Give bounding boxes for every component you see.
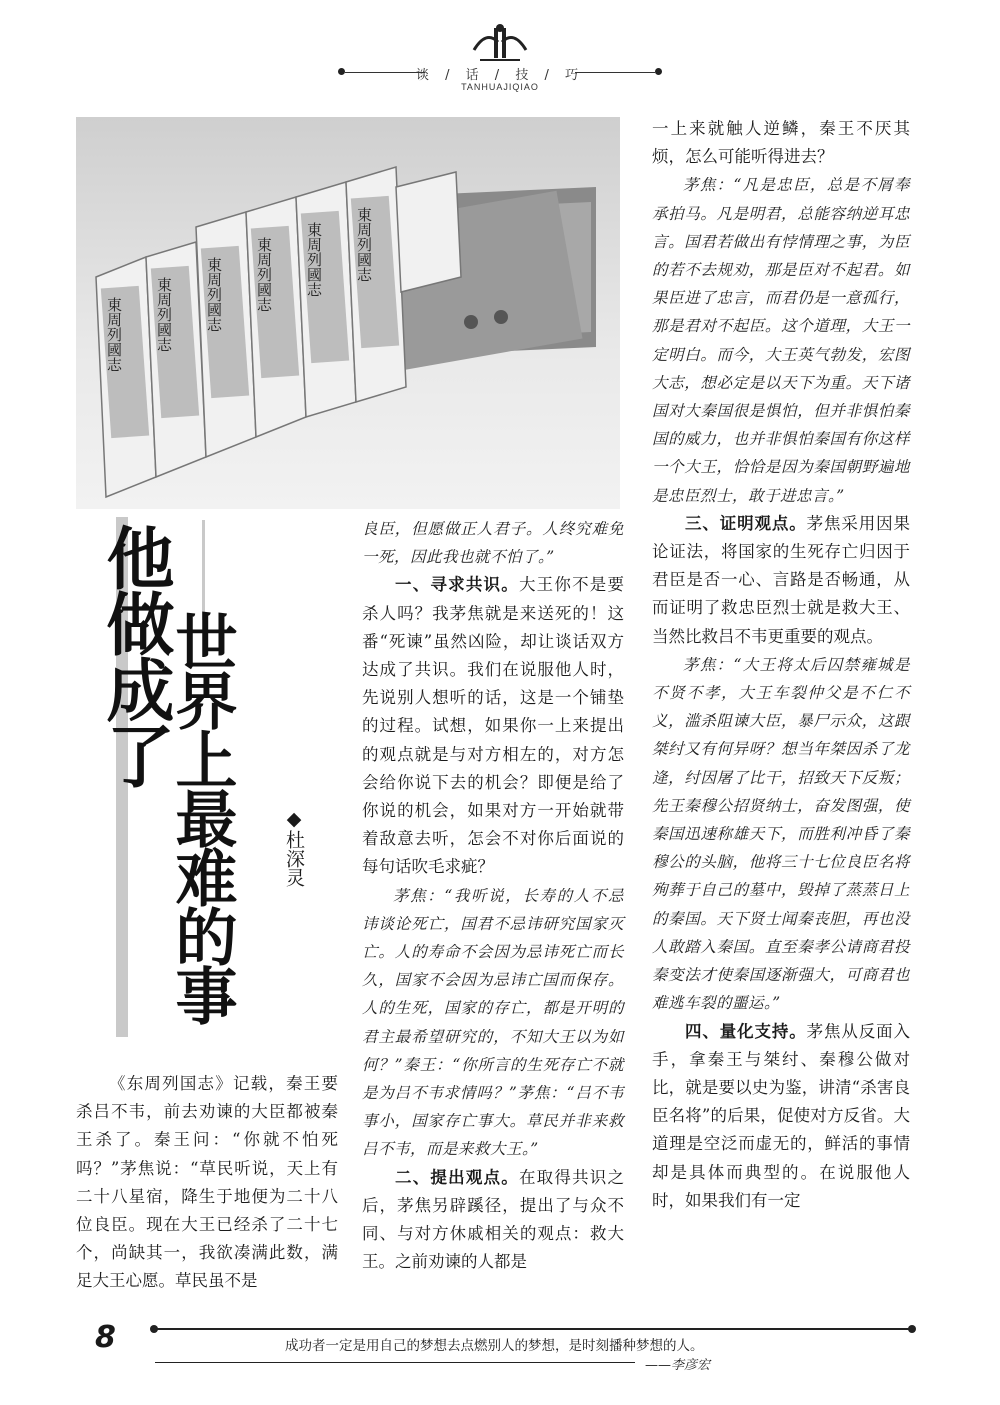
book-set-photo	[76, 117, 620, 509]
paragraph-text: 茅焦：“凡是忠臣，总是不屑奉承拍马。凡是明君，总能容纳逆耳忠言。国君若做出有悖情理之事，为臣的若不去规劝，那是臣对不起君。如果臣进了忠言，而君仍是一意孤行，那是君对不起臣。这个道理，大王一定明白。而今，大王英气勃发，宏图大志，想必定是以天下为重。天下诸国对大秦国很是惧怕，但并非惧怕秦国的威力，也并非惧怕秦国有你这样一个大王，恰恰是因为秦国朝野遍地是忠臣烈士，敢于进忠言。”	[652, 176, 910, 505]
paragraph-text: 良臣，但愿做正人君子。人终究难免一死，因此我也就不怕了。”	[362, 520, 624, 567]
book-spine-title-2: 東周列國志	[155, 277, 173, 352]
quote-paragraph	[652, 171, 910, 509]
book-set-illustration	[76, 117, 620, 509]
paragraph-text: 茅焦：“大王将太后囚禁雍城是不贤不孝，大王车裂仲父是不仁不义，滥杀阻谏大臣，暴尸示众，这跟桀纣又有何异呀？想当年桀因杀了龙逄，纣因屠了比干，招致天下反叛；先王秦穆公招贤纳士，奋发图强，使秦国迅速称雄天下，而胜利冲昏了秦穆公的头脑，他将三十七位良臣名将殉葬于自己的墓中，毁掉了蒸蒸日上的秦国。天下贤士闻秦丧胆，再也没人敢踏入秦国。直至秦孝公请商君投秦变法才使秦国逐渐强大，可商君也难逃车裂的噩运。”	[652, 655, 910, 1013]
body-paragraph	[652, 1018, 910, 1215]
book-spine-title-6: 東周列國志	[355, 207, 373, 282]
paragraph-text: 茅焦从反面入手，拿秦王与桀纣、秦穆公做对比，就是要以史为鉴，讲清“杀害良臣名将”的后果，促使对方反省。大道理是空泛而虚无的，鲜活的事情却是具体而典型的。在说服他人时，如果我们有一定	[652, 1021, 910, 1210]
book-spine-title-3: 東周列國志	[205, 257, 223, 332]
middle-column	[362, 515, 624, 1276]
article-title-line2: 世界上最难的事	[165, 610, 238, 1023]
page-number: 8	[95, 1320, 116, 1355]
book-spine-title-5: 東周列國志	[305, 222, 323, 297]
quote-paragraph	[652, 651, 910, 1018]
header-dot-right	[655, 68, 662, 75]
footer-dot-right	[908, 1325, 916, 1333]
article-title-line1: 他做成了	[95, 523, 174, 787]
footer-dot-left	[150, 1325, 158, 1333]
header-dot-left	[338, 68, 345, 75]
book-spine-title-4: 東周列國志	[255, 237, 273, 312]
right-column	[652, 115, 910, 1215]
paragraph-text: 在取得共识之后，茅焦另辟蹊径，提出了与众不同、与对方休戚相关的观点：救大王。之前劝谏的人都是	[362, 1167, 625, 1272]
quote-paragraph	[362, 882, 624, 1164]
footer-rule	[155, 1328, 910, 1330]
header-category: 谈 / 话 / 技 / 巧	[416, 68, 584, 83]
section-heading: 一、寻求共识。	[395, 575, 519, 595]
article-author: ◆杜深灵	[283, 808, 305, 887]
footer-attribution: ——李彦宏	[645, 1358, 711, 1373]
header-pinyin: TANHUAJIQIAO	[461, 82, 539, 92]
section-heading: 二、提出观点。	[395, 1167, 519, 1187]
header-ornament-icon	[468, 20, 532, 64]
body-paragraph	[652, 115, 910, 171]
footer-quote: 成功者一定是用自己的梦想去点燃别人的梦想，是时刻播种梦想的人。	[285, 1338, 704, 1354]
title-gray-line	[202, 520, 205, 620]
paragraph-text: 茅焦：“我听说，长寿的人不忌讳谈论死亡，国君不忌讳研究国家灭亡。人的寿命不会因为忌讳死亡而长久，国家不会因为忌讳亡国而保存。人的生死，国家的存亡，都是开明的君主最希望研究的，不知大王以为如何？”秦王：“你所言的生死存亡不就是为吕不韦求情吗？”茅焦：“吕不韦事小，国家存亡事大。草民并非来救吕不韦，而是来救大王。”	[362, 886, 624, 1159]
paragraph-text: 一上来就触人逆鳞，秦王不厌其烦，怎么可能听得进去？	[652, 119, 910, 167]
quote-paragraph	[362, 515, 624, 571]
paragraph-text: 茅焦采用因果论证法，将国家的生死存亡归因于君臣是否一心、言路是否畅通，从而证明了救忠臣烈士就是救大王、当然比救吕不韦更重要的观点。	[652, 513, 910, 646]
book-spine-title-1: 東周列國志	[105, 297, 123, 372]
body-paragraph	[362, 571, 624, 881]
left-paragraph: 《东周列国志》记载，秦王要杀吕不韦，前去劝谏的大臣都被秦王杀了。秦王问：“你就不怕死吗？”茅焦说：“草民听说，天上有二十八星宿，降生于地便为二十八位良臣。现在大王已经杀了二十七个，尚缺其一，我欲凑满此数，满足大王心愿。草民虽不是	[76, 1074, 338, 1291]
body-paragraph	[652, 510, 910, 651]
section-heading: 四、量化支持。	[685, 1021, 807, 1041]
footer-rule-bottom	[155, 1362, 635, 1363]
header-logo	[468, 20, 532, 64]
paragraph-text: 大王你不是要杀人吗？我茅焦就是来送死的！这番“死谏”虽然凶险，却让谈话双方达成了共识。我们在说服他人时，先说别人想听的话，这是一个铺垫的过程。试想，如果你一上来提出的观点就是与对方相左的，对方怎会给你说下去的机会？即便是给了你说的机会，如果对方一开始就带着敌意去听，怎会不对你后面说的每句话吹毛求疵？	[362, 575, 625, 877]
body-paragraph	[362, 1164, 624, 1277]
left-column	[76, 1070, 338, 1296]
section-heading: 三、证明观点。	[685, 513, 807, 533]
